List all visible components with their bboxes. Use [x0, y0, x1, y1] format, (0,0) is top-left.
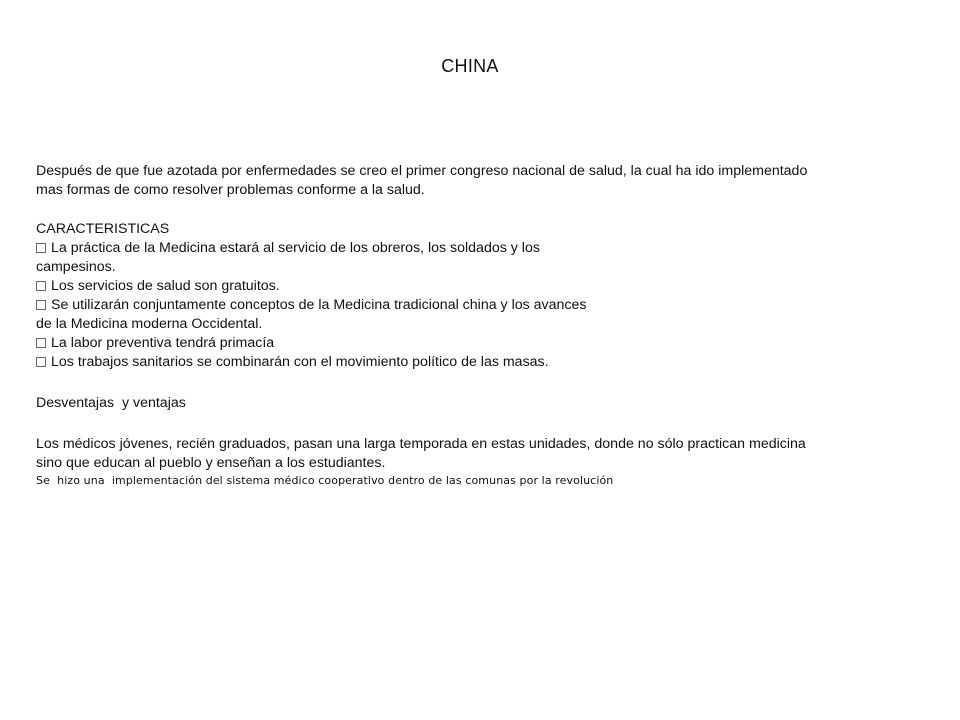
slide-title: CHINA [441, 56, 499, 76]
pros-cons-heading: Desventajas y ventajas [36, 395, 186, 411]
pros-cons-note: Se hizo una implementación del sistema médico cooperativo dentro de las comunas por la revolución [36, 474, 614, 487]
spacer [36, 200, 916, 220]
intro-line-1: Después de que fue azotada por enfermedades se creo el primer congreso nacional de salud, la cual ha ido implementado [36, 163, 808, 179]
bullet-text: La práctica de la Medicina estará al servicio de los obreros, los soldados y los [51, 240, 540, 256]
characteristics-heading: CARACTERISTICAS [36, 221, 170, 237]
bullet-box-icon [36, 357, 46, 367]
spacer [36, 372, 916, 394]
bullet-item [36, 277, 916, 296]
bullet-text: La labor preventiva tendrá primacía [51, 335, 275, 351]
bullet-item-continued: campesinos. [36, 259, 116, 275]
bullet-item [36, 296, 916, 315]
pros-cons-line-1: Los médicos jóvenes, recién graduados, pasan una larga temporada en estas unidades, donde no sólo practican medicina [36, 436, 806, 452]
bullet-item [36, 239, 916, 258]
bullet-text: Los trabajos sanitarios se combinarán con el movimiento político de las masas. [51, 354, 549, 370]
bullet-text: Se utilizarán conjuntamente conceptos de la Medicina tradicional china y los avances [51, 297, 587, 313]
slide-body [36, 162, 916, 489]
bullet-item [36, 334, 916, 353]
bullet-text: Los servicios de salud son gratuitos. [51, 278, 280, 294]
bullet-box-icon [36, 281, 46, 291]
bullet-box-icon [36, 300, 46, 310]
intro-line-2: mas formas de como resolver problemas conforme a la salud. [36, 182, 425, 198]
bullet-item-continued: de la Medicina moderna Occidental. [36, 316, 263, 332]
bullet-box-icon [36, 243, 46, 253]
spacer [36, 413, 916, 435]
bullet-item [36, 353, 916, 372]
bullet-box-icon [36, 338, 46, 348]
pros-cons-line-2: sino que educan al pueblo y enseñan a los estudiantes. [36, 455, 386, 471]
